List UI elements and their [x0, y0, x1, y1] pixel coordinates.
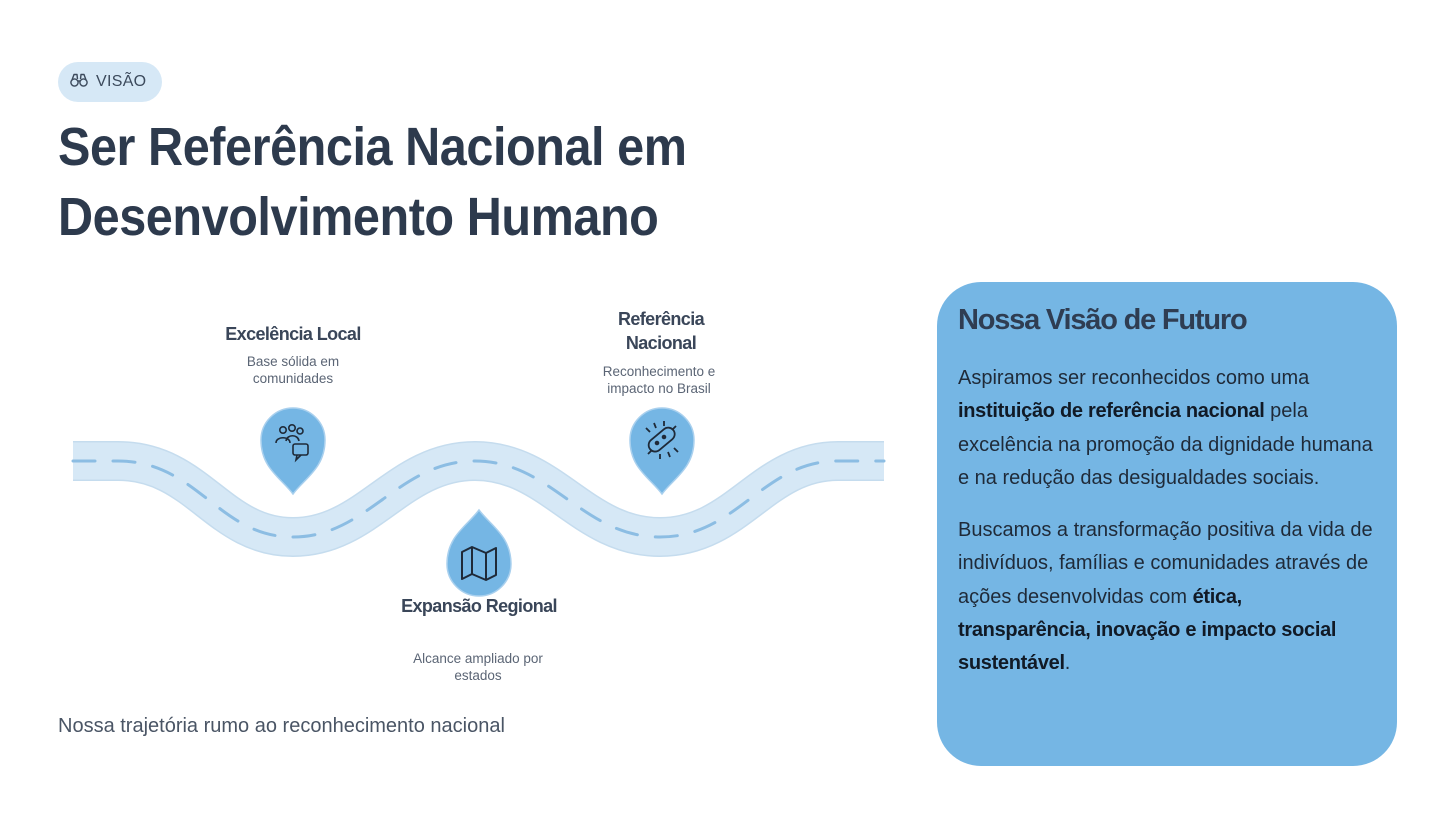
pin-expansao-regional: [447, 510, 511, 596]
roadmap-caption: Nossa trajetória rumo ao reconhecimento nacional: [58, 715, 505, 737]
stop-desc-excelencia-local: Base sólida em comunidades: [246, 354, 340, 386]
page-title: Ser Referência Nacional em Desenvolvimento Humano: [58, 117, 687, 247]
stop-desc-referencia-nacional: Reconhecimento e impacto no Brasil: [602, 364, 716, 396]
vision-card-title: Nossa Visão de Futuro: [958, 304, 1247, 336]
binoculars-icon: [70, 72, 88, 93]
pin-excelencia-local: [261, 408, 325, 494]
roadmap: [0, 260, 920, 700]
section-badge: [58, 62, 162, 102]
vision-paragraph-1: Aspiramos ser reconhecidos como uma instituição de referência nacional pela excelência na promoção da dignidade humana e na redução das desigualdades sociais.: [958, 367, 1373, 489]
stop-title-excelencia-local: Excelência Local: [225, 324, 361, 344]
vision-paragraph-2: Buscamos a transformação positiva da vida de indivíduos, famílias e comunidades através de ações desenvolvidas com ética, transparência, inovação e impacto social sustentável.: [958, 519, 1373, 675]
pin-referencia-nacional: [630, 408, 694, 494]
vision-card: [937, 282, 1397, 766]
stop-title-referencia-nacional: Referência Nacional: [617, 309, 705, 353]
stop-desc-expansao-regional: Alcance ampliado por estados: [413, 651, 543, 683]
badge-label: VISÃO: [96, 73, 147, 90]
stop-title-expansao-regional: Expansão Regional: [401, 596, 557, 616]
roadmap-road: [0, 260, 920, 700]
